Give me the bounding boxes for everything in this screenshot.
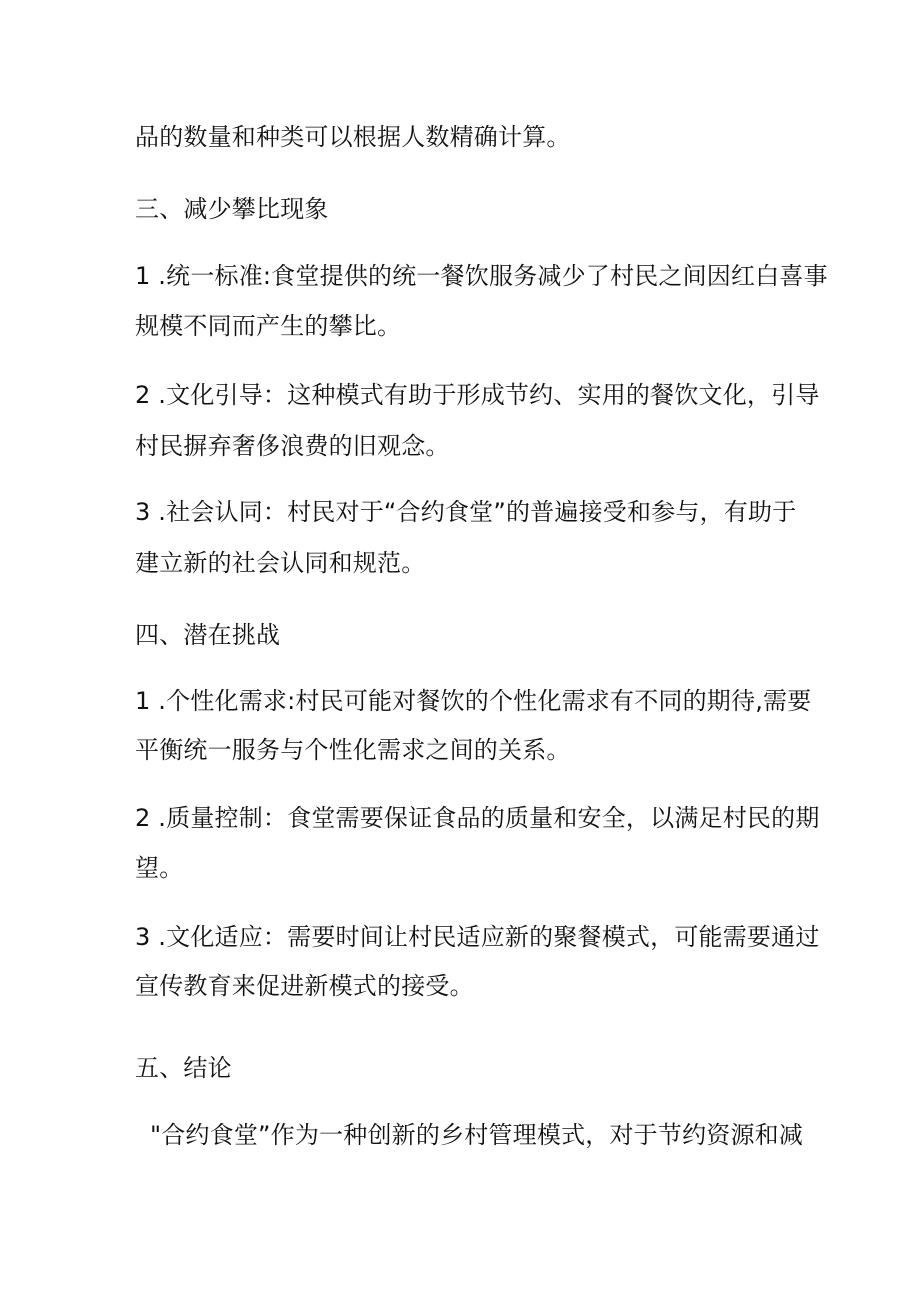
paragraph-line: 平衡统一服务与个性化需求之间的关系。 [135, 736, 571, 764]
section-heading: 四、潜在挑战 [135, 621, 281, 649]
section-heading: 五、结论 [135, 1054, 232, 1082]
paragraph-line: 2 .质量控制：食堂需要保证食品的质量和安全，以满足村民的期 [135, 804, 820, 832]
paragraph-line: 村民摒弃奢侈浪费的旧观念。 [135, 432, 450, 460]
paragraph-line: 规模不同而产生的攀比。 [135, 312, 402, 340]
section-heading: 三、减少攀比现象 [135, 195, 329, 223]
paragraph-line: 品的数量和种类可以根据人数精确计算。 [135, 123, 571, 151]
paragraph-line: 3 .文化适应：需要时间让村民适应新的聚餐模式，可能需要通过 [135, 923, 820, 951]
paragraph-line: 3 .社会认同：村民对于“合约食堂”的普遍接受和参与，有助于 [135, 498, 797, 526]
paragraph-line: 宣传教育来促进新模式的接受。 [135, 972, 474, 1000]
paragraph-line: 建立新的社会认同和规范。 [135, 549, 426, 577]
paragraph-line: 望。 [135, 854, 184, 882]
paragraph-line: 1 .统一标准:食堂提供的统一餐饮服务减少了村民之间因红白喜事 [135, 262, 828, 290]
paragraph-line: 1 .个性化需求:村民可能对餐饮的个性化需求有不同的期待,需要 [135, 687, 812, 715]
paragraph-line: "合约食堂”作为一种创新的乡村管理模式，对于节约资源和减 [150, 1121, 804, 1149]
paragraph-line: 2 .文化引导：这种模式有助于形成节约、实用的餐饮文化，引导 [135, 381, 820, 409]
